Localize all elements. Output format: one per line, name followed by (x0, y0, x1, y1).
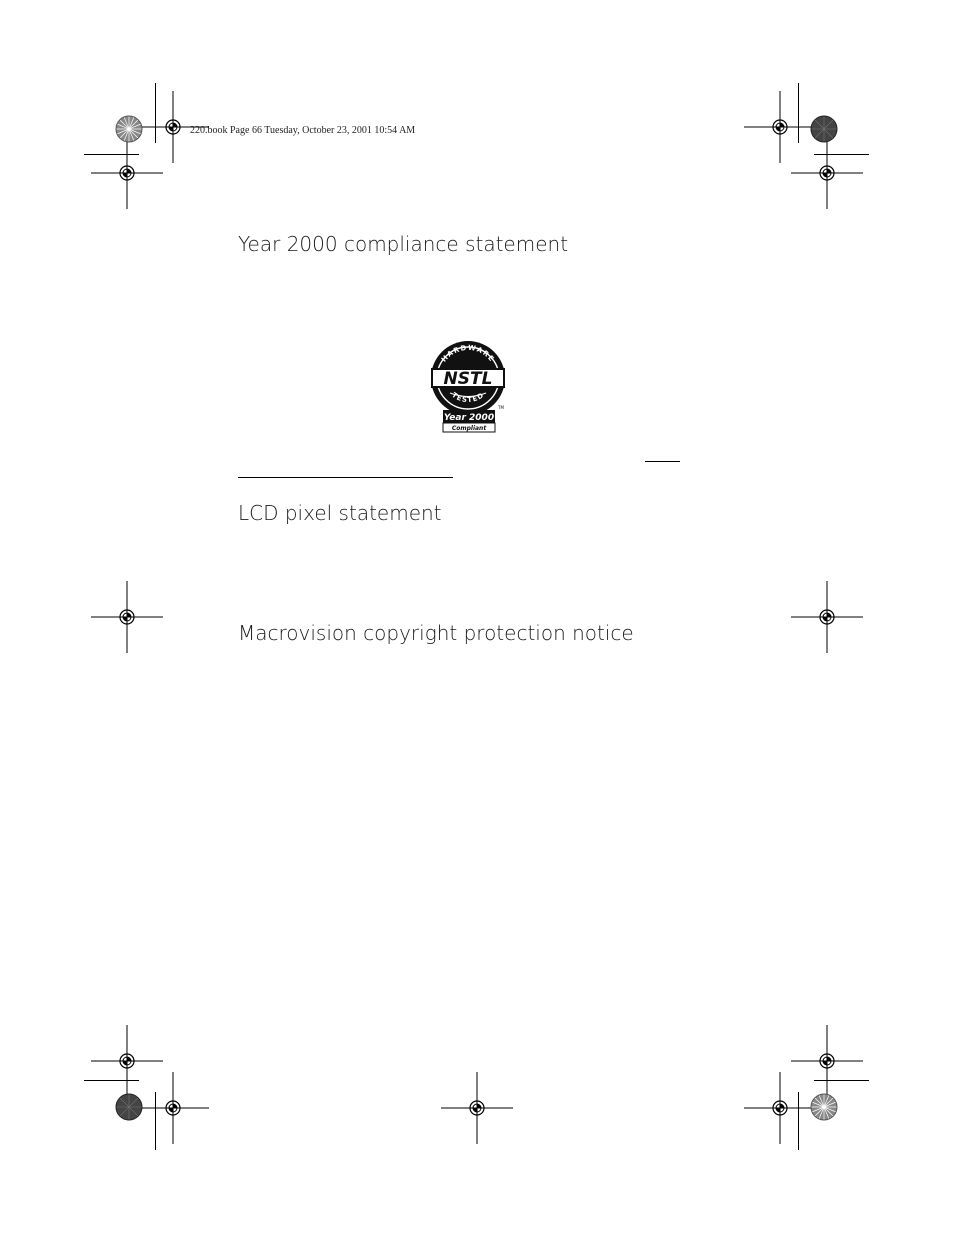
page-slug: 220.book Page 66 Tuesday, October 23, 2001 10:54 AM (190, 125, 416, 136)
registration-mark-icon (789, 135, 865, 211)
registration-mark-icon (789, 579, 865, 655)
registration-mark-icon (439, 1070, 515, 1146)
short-rule (645, 461, 680, 462)
heading-year-2000-compliance: Year 2000 compliance statement (238, 232, 569, 256)
registration-mark-icon (135, 1070, 211, 1146)
registration-mark-icon (89, 135, 165, 211)
nstl-year-2000-logo (428, 338, 508, 434)
star-target-icon (810, 1093, 838, 1121)
heading-macrovision-notice: Macrovision copyright protection notice (238, 621, 634, 645)
logo-bottom-text: TESTED (450, 390, 486, 405)
footnote-rule (238, 477, 453, 478)
logo-top-text: HARDWARE (439, 343, 497, 364)
star-target-icon (810, 115, 838, 143)
registration-mark-icon (89, 579, 165, 655)
star-target-icon (115, 1093, 143, 1121)
heading-lcd-pixel-statement: LCD pixel statement (238, 501, 442, 525)
logo-tm: TM (498, 405, 504, 410)
star-target-icon (115, 115, 143, 143)
logo-badge: Year 2000 (443, 413, 495, 423)
registration-mark-icon (742, 1070, 818, 1146)
logo-badge-sub: Compliant (451, 425, 487, 432)
logo-brand: NSTL (443, 369, 493, 389)
